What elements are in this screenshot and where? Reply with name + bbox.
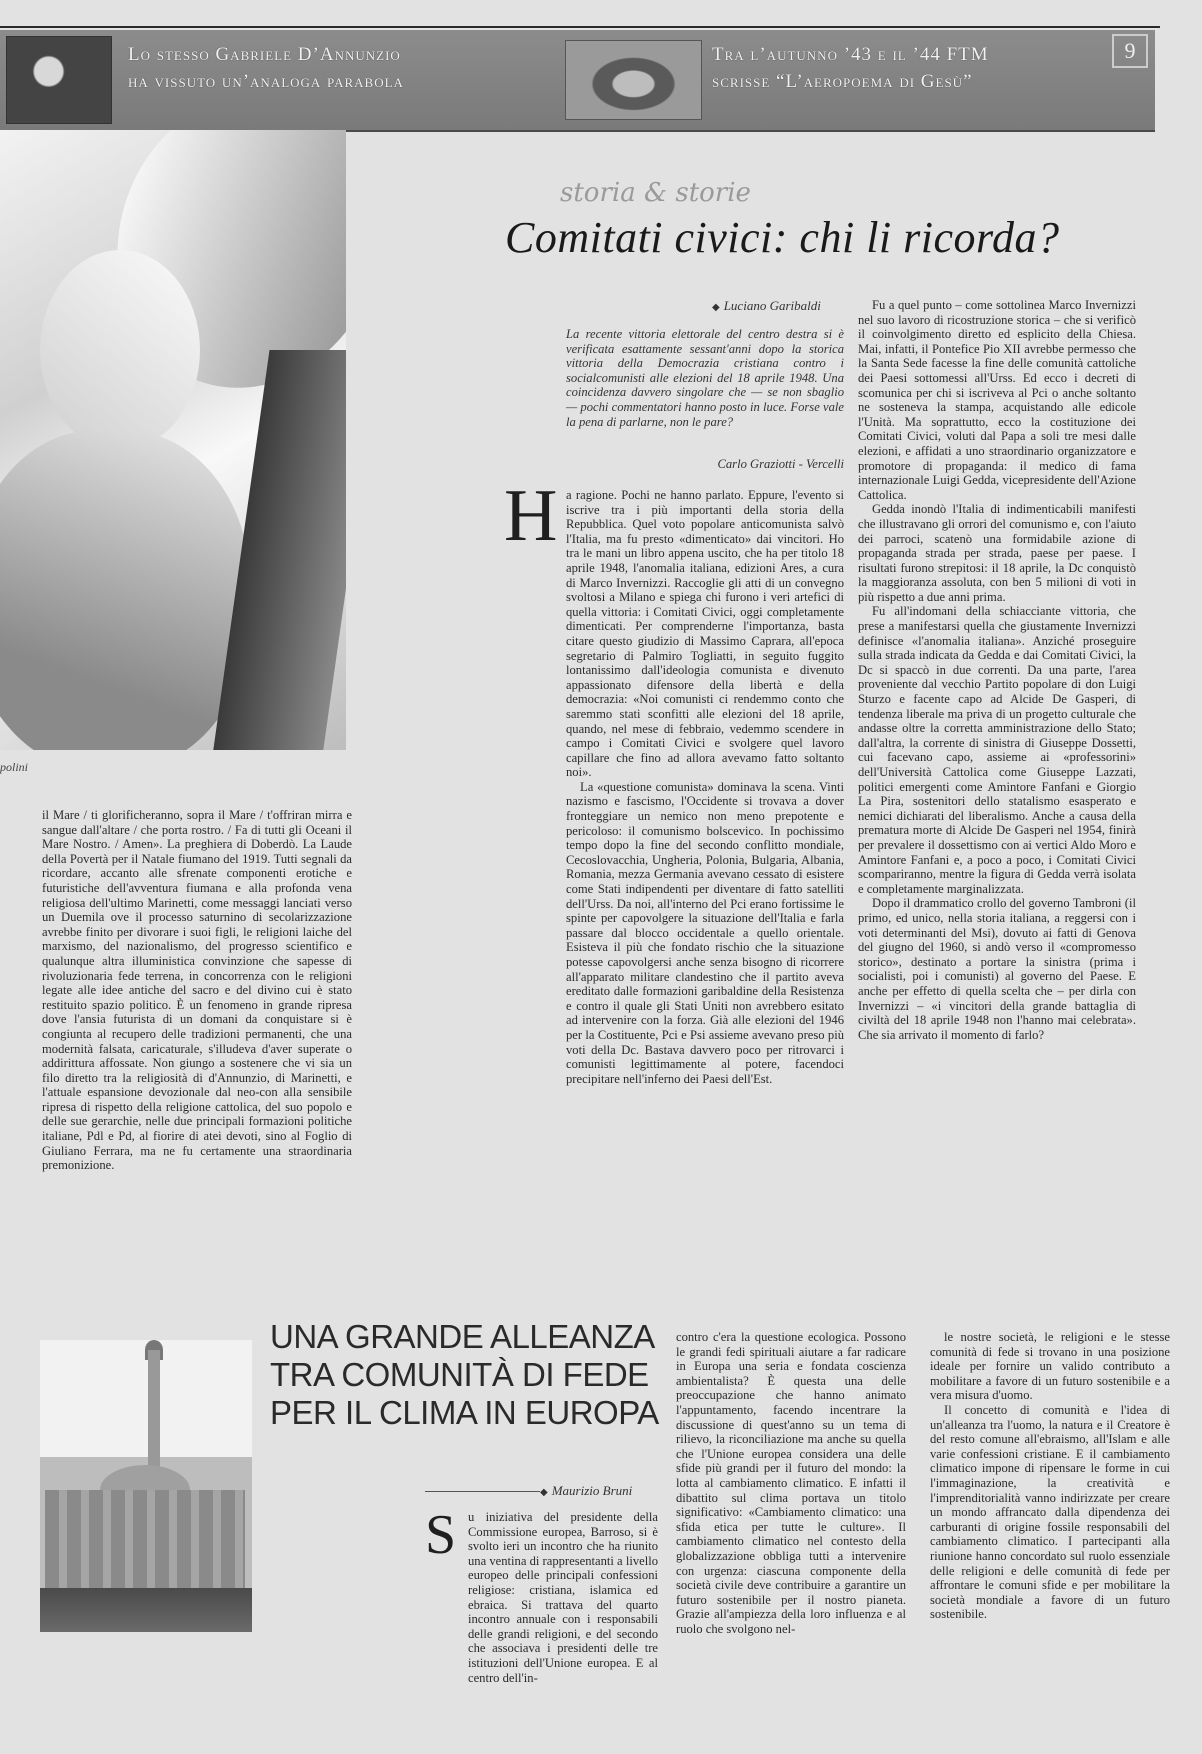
byline-bullet-icon: ◆ <box>712 302 720 313</box>
article-paragraph: Fu all'indomani della schiacciante vittoria, che prese a manifestarsi quella che giustamente Invernizzi definisce «l'anomalia italiana». Anziché proseguire sulla strada indicata da Gedda e dai Comitati Civici, la Dc si spaccò in due correnti. Da una parte, l'area proveniente dal vecchio Partito popolare di don Luigi Sturzo e facente capo ad Alcide De Gasperi, di tendenza liberale ma priva di un progetto culturale che andasse oltre la corretta amministrazione dello Stato; dall'altra, la corrente di sinistra di Giuseppe Dossetti, cui facevano capo, assieme ai «professorini» dell'Università Cattolica come Giuseppe Lazzati, politici emergenti come Amintore Fanfani e Giorgio La Pira, sostenitori dello statalismo esasperato e nemici dichiarati del liberalismo. Anche a causa della prematura morte di Alcide De Gasperi nel 1954, finirà per prevalere il dossettismo con ai vertici Aldo Moro e Amintore Fanfani e, a poco a poco, i Comitati Civici scompariranno, mentre la figura di Gedda verrà isolata e completamente marginalizzata. <box>858 604 1136 896</box>
byline-rule <box>425 1491 540 1492</box>
header-band <box>0 30 1155 132</box>
article-paragraph: Dopo il drammatico crollo del governo Tambroni (il primo, ed unico, nella storia italiana, a reggersi con i voti determinanti del Msi), dovuto ai fatti di Genova del giugno del 1960, si andò verso il «compromesso storico», destinato a portare la sinistra (prima i socialisti, poi i comunisti) al governo del Paese. E anche per effetto di quella scelta che – per dirla con Invernizzi – «i vincitori della grande battaglia di civiltà del 18 aprile 1948 non l'hanno mai celebrata». Che sia arrivato il momento di farlo? <box>858 896 1136 1042</box>
futurist-artwork-image <box>0 130 346 750</box>
article2-column-1: u iniziativa del presidente della Commissione europea, Barroso, si è svolto ieri un incontro che ha riunito una ventina di rappresentanti a livello europeo delle principali confessioni religiose: cristiana, islamica ed ebraica. Si trattava del quarto incontro annuale con i responsabili delle grandi religioni, e del secondo che associava i presidenti delle tre istituzioni dell'Unione europea. E al centro dell'in- <box>468 1510 658 1685</box>
reader-letter: La recente vittoria elettorale del centro destra si è verificata esattamente sessant'anni dopo la storica vittoria della Democrazia cristiana contro i socialcomunisti alle elezioni del 18 aprile 1948. Una coincidenza davvero singolare che — se non sbaglio — pochi commentatori hanno posto in luce. Forse vale la pena di parlarne, non le pare? <box>566 327 844 429</box>
header-left-title-2: ha vissuto un’analoga parabola <box>128 71 404 92</box>
top-rule <box>0 26 1160 28</box>
header-photo-dannunzio <box>6 36 112 124</box>
header-right-title-1: Tra l’autunno ’43 e il ’44 FTM <box>712 44 989 65</box>
section-kicker: storia & storie <box>560 178 751 208</box>
header-left-title-1: Lo stesso Gabriele D’Annunzio <box>128 44 401 65</box>
photo-caption: polini <box>0 760 29 774</box>
article2-dropcap: S <box>425 1504 457 1566</box>
header-right-title-2: scrisse “L’aeropoema di Gesù” <box>712 71 973 92</box>
left-column-text: il Mare / ti glorificheranno, sopra il Mare / t'offriran mirra e sangue dall'altare / che porta rostro. / Fa di tutti gli Oceani il Mare Nostro. / Amen». La preghiera di Doberdò. La Laude della Povertà per il Natale fiumano del 1919. Tutti segnali da ricordare, accanto alle sfrenate componenti erotiche e futuristiche dell'avventura fiumana e alla profonda vena religiosa dell'ultimo Marinetti, come messaggi lanciati verso un Duemila ove il processo saturnino di secolarizzazione avrebbe finito per divorare i suoi figli, le religioni laiche del marxismo, del nazionalismo, del progresso scientifico e qualunque altra illuministica convinzione che sapesse di rivoluzionaria fede terrena, in concorrenza con le religioni legate alle idee antiche del sacro e del divino cui è stato restituito spazio politico. È un fenomeno in grande ripresa dove l'ansia futurista di un domani da conquistare si è congiunta al recupero delle tradizioni permanenti, che una modernità falsata, caricaturale, s'illudeva d'aver superate o addirittura affossate. Non giungo a sostenere che vi sia un filo diretto tra la religiosità di d'Annunzio, di Marinetti, e l'attuale espansione devozionale dal neo-con alla sensibile ripresa di rispetto della religione cattolica, del suo popolo e delle sue gerarchie, nelle due principali formazioni politiche italiane, Pdl e Pd, al fiorire di atei devoti, sino al Foglio di Giuliano Ferrara, ma ne fu certamente una straordinaria premonizione. <box>42 808 352 1173</box>
article-byline <box>712 298 821 314</box>
article2-column-3 <box>930 1330 1170 1622</box>
page-number: 9 <box>1112 34 1148 68</box>
article-paragraph: Il concetto di comunità e l'idea di un'alleanza tra l'uomo, la natura e il Creatore è del resto comune all'ebraismo, all'Islam e alle varie confessioni cristiane. E il cambiamento climatico impone di ripensare le forme in cui l'immaginazione, la creatività e l'imprenditorialità vanno indirizzate per creare un mondo affrancato dalla dipendenza dei carburanti di origine fossile responsabili del cambiamento climatico. I partecipanti alla riunione hanno concordato sul ruolo essenziale delle religioni e delle comunità di fede per affrontare le comuni sfide e per mobilitare la società mondiale a favore di un futuro sostenibile. <box>930 1402 1170 1622</box>
dropcap: H <box>504 475 558 557</box>
article-paragraph: La «questione comunista» dominava la scena. Vinti nazismo e fascismo, l'Occidente si trovava a dover fronteggiare un nemico non meno prepotente e pericoloso: il comunismo bolscevico. In pochissimo tempo dopo la fine del secondo conflitto mondiale, Cecoslovacchia, Ungheria, Polonia, Bulgaria, Albania, Romania, mezza Germania avevano cessato di esistere come Stati indipendenti per diventare di fatto satelliti dell'Urss. Da noi, all'interno del Pci erano fortissime le spinte per capovolgere la situazione dell'Italia e farla passare dal blocco occidentale a quello orientale. Esisteva il più che fondato rischio che la situazione potesse capovolgersi anche senza bisogno di ricorrere all'apparato militare clandestino che il partito aveva ereditato dalle formazioni garibaldine della Resistenza e contro il quale gli Stati Uniti non avrebbero esitato ad intervenire con la forza. Già alle elezioni del 1946 per la Costituente, Pci e Psi assieme avevano preso più voti della Dc. Bastava davvero poco per ritrovarci i comunisti legittimamente al potere, facendoci precipitare nell'inferno dei Paesi dell'Est. <box>566 779 844 1086</box>
reader-letter-signature: Carlo Graziotti - Vercelli <box>717 457 844 471</box>
article-right-column <box>858 298 1136 1042</box>
article-middle-column <box>566 488 844 1086</box>
article-paragraph: le nostre società, le religioni e le stesse comunità di fede si trovano in una posizione ideale per fornire un valido contributo a mobilitare a favore di un futuro sostenibile e a vera misura d'uomo. <box>930 1330 1170 1403</box>
article-paragraph: Fu a quel punto – come sottolinea Marco Invernizzi nel suo lavoro di ricostruzione storica – che si verificò il coinvolgimento diretto ed esplicito della Chiesa. Mai, infatti, il Pontefice Pio XII avrebbe permesso che la Santa Sede facesse la fine delle comunità cattoliche dei Paesi sottomessi all'Urss. Ed ecco i decreti di scomunica per chi si iscriveva al Pci o anche soltanto ne sosteneva la stampa, acquistando alle edicole l'Unità. Ma soprattutto, ecco la costituzione dei Comitati Civici, voluti dal Papa a soli tre mesi dalle elezioni, e affidati a uno straordinario organizzatore e promotore di propaganda: il medico di fama internazionale Luigi Gedda, vicepresidente dell'Azione Cattolica. <box>858 298 1136 502</box>
article2-byline <box>540 1483 632 1499</box>
header-photo-aeropoema <box>565 40 702 120</box>
byline-bullet-icon: ◆ <box>540 1487 548 1498</box>
article-paragraph: Gedda inondò l'Italia di indimenticabili manifesti che illustravano gli orrori del comunismo e, con l'aiuto dei parroci, scatenò una formidabile azione di propaganda strada per strada, paese per paese. I risultati furono strepitosi: il 18 aprile, la Dc conquistò la maggioranza assoluta, con ben 5 milioni di voti in più rispetto a due anni prima. <box>858 502 1136 604</box>
byline-author: Luciano Garibaldi <box>723 298 821 313</box>
article-headline: Comitati civici: chi li ricorda? <box>505 213 1060 262</box>
byline-author: Maurizio Bruni <box>551 1483 633 1498</box>
mosque-photo <box>40 1340 252 1632</box>
article2-column-2: contro c'era la questione ecologica. Possono le grandi fedi spirituali aiutare a far radicare in Europa una seria e fondata coscienza ambientalista? È questa una delle preoccupazione che hanno animato l'appuntamento, facendo incentrare la discussione di quest'anno su un tema di rilievo, la riconciliazione ma anche su quella che l'Unione europea considera una delle sfide più grandi per il futuro del mondo: la lotta al cambiamento climatico. E infatti il dibattito sul clima portava un titolo significativo: «Cambiamento climatico: una sfida etica per tutte le culture». Il cambiamento climatico nel contesto della globalizzazione obbliga tutti a intervenire con urgenza: ciascuna componente della società civile deve contribuire a garantire un futuro sostenibile per il nostro pianeta. Grazie all'ampiezza della loro influenza e al ruolo che svolgono nel- <box>676 1330 906 1636</box>
article-paragraph: a ragione. Pochi ne hanno parlato. Eppure, l'evento si iscrive tra i più importanti della storia della Repubblica. Quel voto popolare anticomunista salvò l'Italia, ma fu presto «dimenticato» dai vincitori. Ho tra le mani un libro appena uscito, che ha per titolo 18 aprile 1948, l'anomalia italiana, edizioni Ares, a cura di Marco Invernizzi. Raccoglie gli atti di un convegno svoltosi a Milano e spiega chi furono i veri artefici di quella vittoria: i Comitati Civici, oggi completamente dimenticati. Per comprenderne l'importanza, basta citare questo giudizio di Massimo Caprara, all'epoca segretario di Palmiro Togliatti, in seguito fuggito lontanissimo dall'ideologia comunista e divenuto appassionato difensore della libertà e della democrazia: «Noi comunisti ci rendemmo conto che saremmo stati sconfitti alle elezioni del 18 aprile, quando, nel mese di febbraio, vedemmo scendere in campo i Comitati Civici e svolgere quel lavoro capillare che fino ad allora avevamo fatto soltanto noi». <box>566 488 844 780</box>
article2-headline: UNA GRANDE ALLEANZA TRA COMUNITÀ DI FEDE PER IL CLIMA IN EUROPA <box>270 1318 659 1431</box>
